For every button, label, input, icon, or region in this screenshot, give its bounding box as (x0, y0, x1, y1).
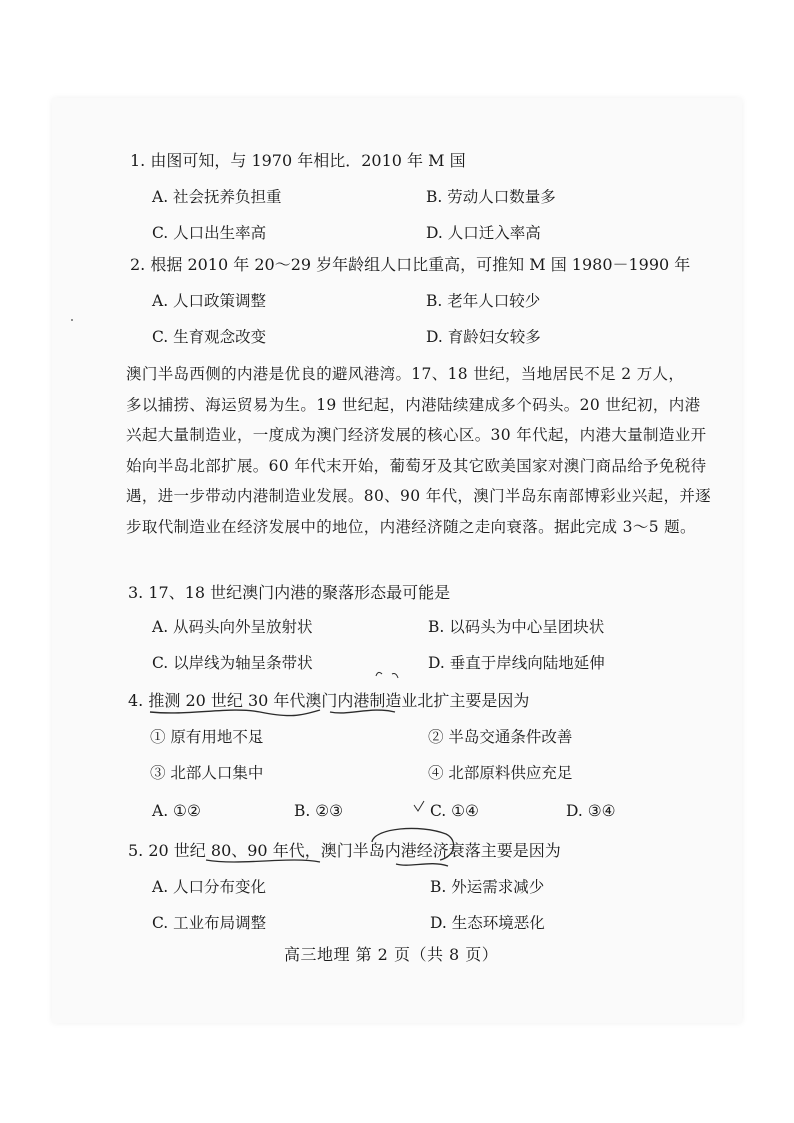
question-1-option-b: B. 劳动人口数量多 (426, 188, 556, 206)
question-4-stem: 4. 推测 20 世纪 30 年代澳门内港制造业北扩主要是因为 (128, 691, 530, 710)
question-2-option-a: A. 人口政策调整 (152, 292, 267, 310)
question-1-option-c: C. 人口出生率高 (152, 224, 267, 242)
question-4-option-a: A. ①② (152, 802, 201, 820)
question-4-statement-4: ④ 北部原料供应充足 (428, 764, 573, 782)
pen-tick-mark (414, 801, 424, 811)
passage-line: 遇，进一步带动内港制造业发展。80、90 年代，澳门半岛东南部博彩业兴起，并逐 (126, 487, 712, 505)
question-1-option-a: A. 社会抚养负担重 (152, 188, 282, 206)
question-4-option-d: D. ③④ (566, 802, 616, 820)
scan-speck (71, 319, 73, 321)
question-5-option-d: D. 生态环境恶化 (430, 914, 545, 932)
passage-line: 兴起大量制造业，一度成为澳门经济发展的核心区。30 年代起，内港大量制造业开 (126, 426, 707, 444)
pen-underline-q4 (150, 710, 320, 716)
passage-line: 澳门半岛西侧的内港是优良的避风港湾。17、18 世纪，当地居民不足 2 万人， (126, 365, 685, 383)
page-footer: 高三地理 第 2 页（共 8 页） (284, 945, 499, 964)
pen-mark-bracket (376, 672, 398, 678)
question-2-option-c: C. 生育观念改变 (152, 328, 267, 346)
question-5-option-a: A. 人口分布变化 (152, 878, 267, 896)
question-2-option-b: B. 老年人口较少 (426, 292, 541, 310)
question-4-statement-1: ① 原有用地不足 (150, 728, 264, 746)
passage-line: 始向半岛北部扩展。60 年代末开始，葡萄牙及其它欧美国家对澳门商品给予免税待 (126, 456, 707, 475)
pen-underline-q5 (206, 860, 320, 862)
question-5-stem: 5. 20 世纪 80、90 年代，澳门半岛内港经济衰落主要是因为 (128, 841, 561, 860)
question-3-option-d: D. 垂直于岸线向陆地延伸 (428, 654, 605, 672)
question-2-stem: 2. 根据 2010 年 20～29 岁年龄组人口比重高，可推知 M 国 1980－1990 年 (130, 255, 691, 274)
question-3-stem: 3. 17、18 世纪澳门内港的聚落形态最可能是 (128, 583, 451, 602)
pen-underline-q5-b (396, 864, 448, 866)
question-3-option-a: A. 从码头向外呈放射状 (152, 618, 313, 636)
question-4-option-c: C. ①④ (430, 802, 479, 820)
question-4-statement-2: ② 半岛交通条件改善 (428, 728, 573, 746)
question-4-option-b: B. ②③ (294, 802, 344, 820)
question-4-statement-3: ③ 北部人口集中 (150, 764, 264, 782)
question-3-option-c: C. 以岸线为轴呈条带状 (152, 654, 313, 672)
pen-small-tick (258, 738, 261, 743)
question-3-option-b: B. 以码头为中心呈团块状 (428, 618, 605, 636)
question-2-option-d: D. 育龄妇女较多 (426, 328, 541, 346)
pen-circle-q5 (372, 828, 454, 860)
passage-line: 多以捕捞、海运贸易为生。19 世纪起，内港陆续建成多个码头。20 世纪初，内港 (126, 395, 701, 414)
passage-line: 步取代制造业在经济发展中的地位，内港经济随之走向衰落。据此完成 3～5 题。 (126, 517, 696, 536)
pen-underline-q4-b (330, 710, 395, 713)
question-5-option-b: B. 外运需求减少 (430, 878, 545, 896)
question-5-option-c: C. 工业布局调整 (152, 914, 267, 932)
question-1-stem: 1. 由图可知，与 1970 年相比．2010 年 M 国 (130, 151, 466, 170)
question-1-option-d: D. 人口迁入率高 (426, 224, 541, 242)
